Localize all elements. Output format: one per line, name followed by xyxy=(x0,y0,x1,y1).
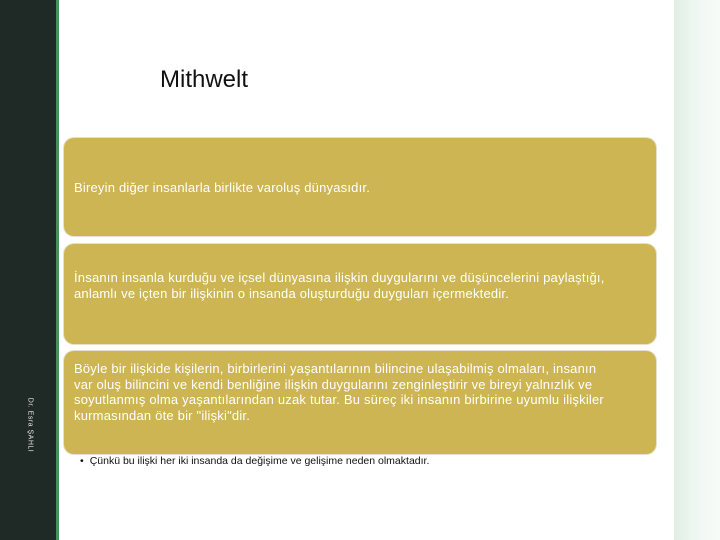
content-box-1-text: Bireyin diğer insanlarla birlikte varoluş dünyasıdır. xyxy=(74,180,371,195)
bullet-text: Çünkü bu ilişki her iki insanda da değişime ve gelişime neden olmaktadır. xyxy=(89,455,430,467)
content-box-1 xyxy=(64,138,656,236)
left-sidebar-bar xyxy=(0,0,56,540)
content-box-3 xyxy=(64,351,656,454)
content-box-2 xyxy=(64,244,656,344)
author-label: Dr. Esra ŞAHLI xyxy=(26,397,34,453)
content-box-2-text: İnsanın insanla kurduğu ve içsel dünyasına ilişkin duygularını ve düşüncelerini paylaştığı, anlamlı ve içten bir ilişkinin o insanda oluşturduğu duyguları içermektedir. xyxy=(74,270,605,301)
right-decorative-strip xyxy=(674,0,720,540)
bullet-marker: • xyxy=(80,455,84,467)
bullet-item xyxy=(80,455,429,467)
content-box-3-text: Böyle bir ilişkide kişilerin, birbirlerini yaşantılarının bilincine ulaşabilmiş olmaları, insanın var oluş bilincini ve kendi benliğine ilişkin duygularını zenginleştirir ve bireyi yalnızlık ve soyutlanmış olma yaşantılarından uzak tutar. Bu süreç iki insanın birbirine uyumlu ilişkiler kurmasından öte bir "ilişki"dir. xyxy=(74,361,604,423)
sidebar-accent-line xyxy=(56,0,59,540)
slide-title: Mithwelt xyxy=(160,66,249,93)
